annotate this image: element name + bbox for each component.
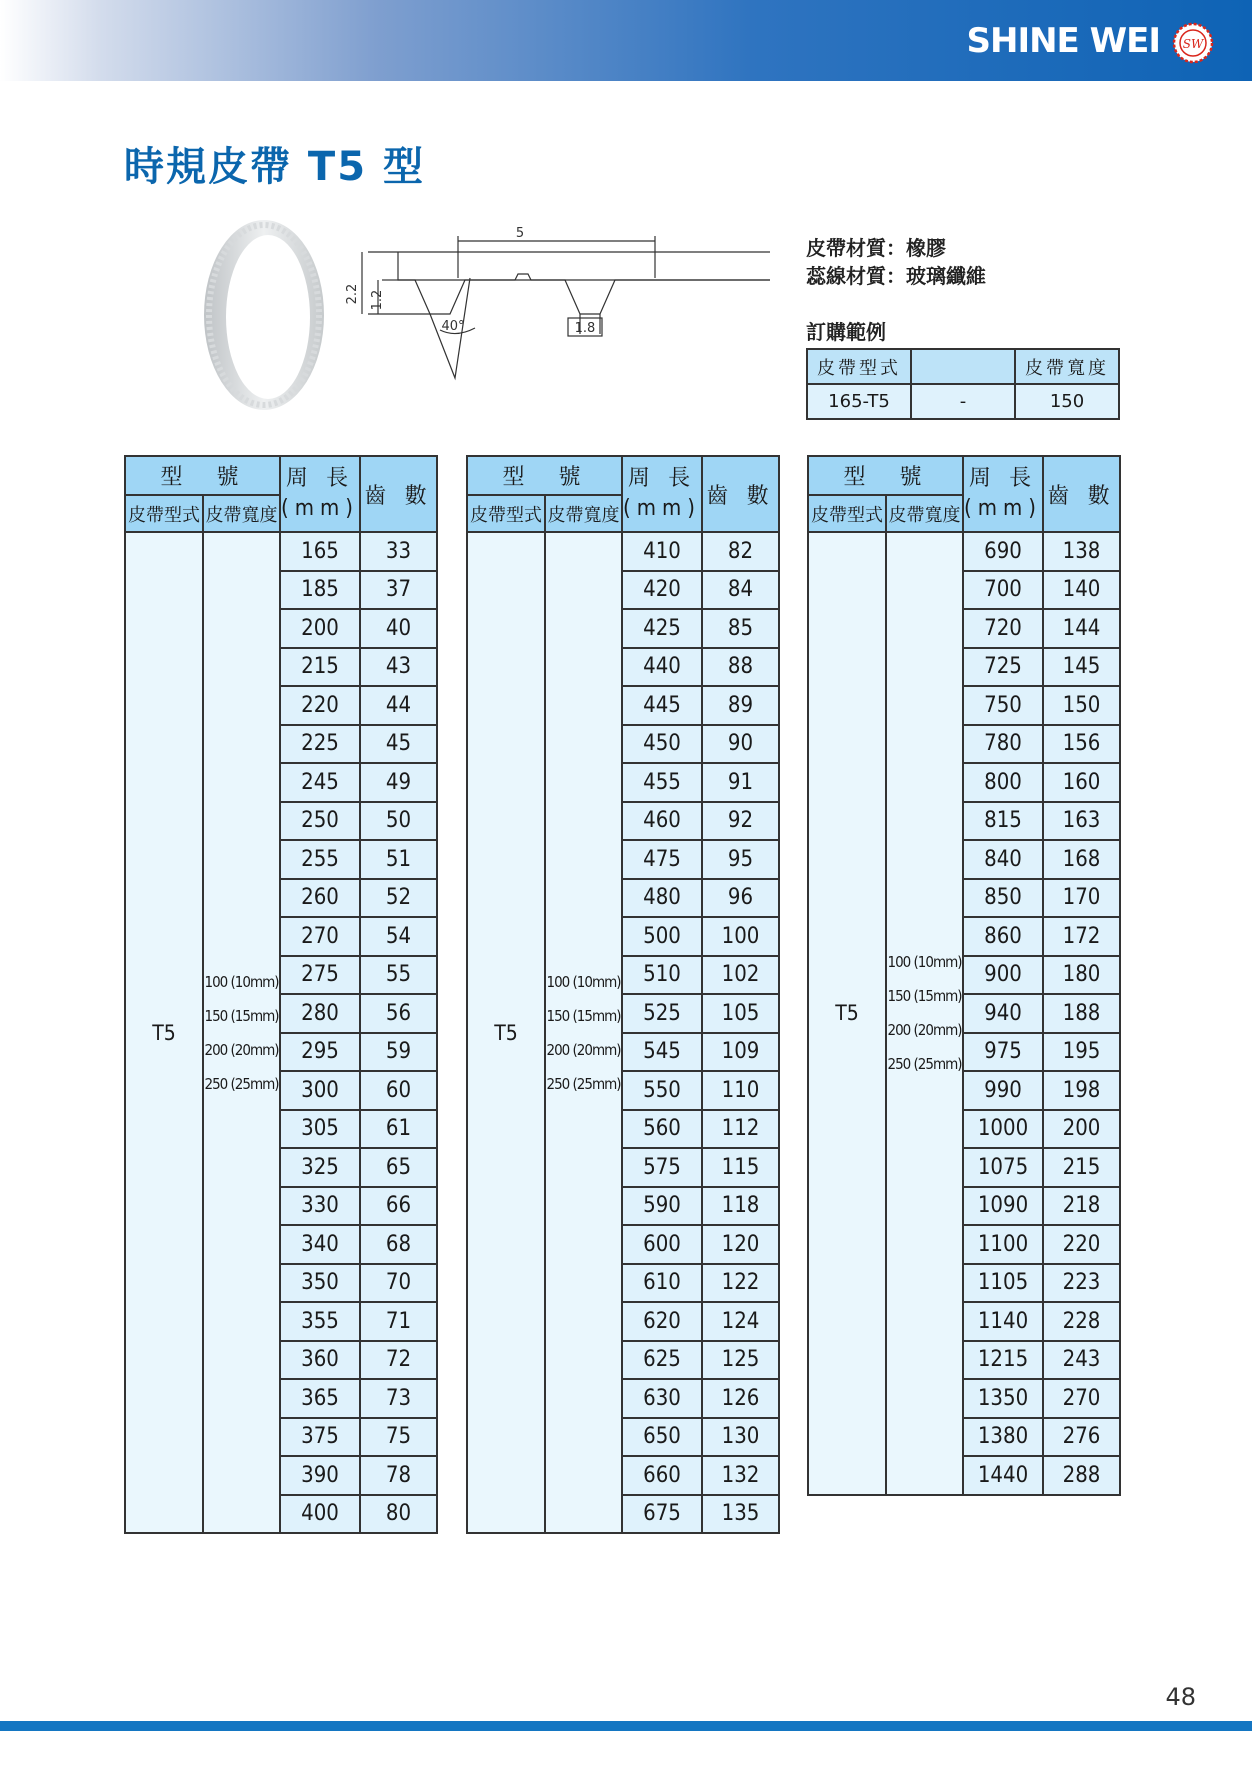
width-header: 皮帶寬度 — [203, 495, 280, 532]
length-cell: 480 — [622, 879, 702, 918]
teeth-cell: 84 — [702, 571, 779, 610]
spec-table-1 — [124, 455, 438, 1534]
length-cell: 295 — [280, 1033, 360, 1072]
belt-width-cell — [545, 532, 622, 1533]
length-cell: 780 — [963, 725, 1043, 764]
length-cell: 575 — [622, 1148, 702, 1187]
length-cell: 600 — [622, 1225, 702, 1264]
table-row — [125, 532, 437, 571]
length-cell: 625 — [622, 1341, 702, 1380]
teeth-cell: 65 — [360, 1148, 437, 1187]
teeth-cell: 33 — [360, 532, 437, 571]
brand-name: SHINE WEI — [966, 21, 1160, 61]
length-cell: 660 — [622, 1456, 702, 1495]
teeth-cell: 59 — [360, 1033, 437, 1072]
length-cell: 445 — [622, 686, 702, 725]
width-option: 200 (20mm) — [546, 1040, 621, 1059]
order-example-table — [806, 348, 1120, 420]
length-cell: 720 — [963, 609, 1043, 648]
width-option: 250 (25mm) — [204, 1074, 279, 1093]
length-cell: 1000 — [963, 1110, 1043, 1149]
width-option: 200 (20mm) — [204, 1040, 279, 1059]
length-cell: 220 — [280, 686, 360, 725]
width-option: 150 (15mm) — [204, 1006, 279, 1025]
teeth-cell: 130 — [702, 1418, 779, 1457]
length-cell: 1105 — [963, 1264, 1043, 1303]
teeth-cell: 55 — [360, 956, 437, 995]
order-value-type: 165-T5 — [807, 384, 911, 419]
length-cell: 675 — [622, 1495, 702, 1534]
teeth-cell: 215 — [1043, 1148, 1120, 1187]
length-cell: 200 — [280, 609, 360, 648]
length-cell: 510 — [622, 956, 702, 995]
width-option: 100 (10mm) — [546, 972, 621, 991]
teeth-cell: 82 — [702, 532, 779, 571]
belt-photo — [196, 215, 332, 415]
length-cell: 610 — [622, 1264, 702, 1303]
teeth-cell: 100 — [702, 917, 779, 956]
teeth-cell: 170 — [1043, 879, 1120, 918]
length-cell: 590 — [622, 1187, 702, 1226]
length-cell: 275 — [280, 956, 360, 995]
teeth-cell: 135 — [702, 1495, 779, 1534]
teeth-cell: 198 — [1043, 1071, 1120, 1110]
teeth-cell: 112 — [702, 1110, 779, 1149]
spec-table-3 — [807, 455, 1121, 1496]
teeth-cell: 288 — [1043, 1456, 1120, 1495]
length-cell: 215 — [280, 648, 360, 687]
teeth-cell: 61 — [360, 1110, 437, 1149]
length-cell: 305 — [280, 1110, 360, 1149]
length-cell: 690 — [963, 532, 1043, 571]
type-header: 皮帶型式 — [125, 495, 203, 532]
teeth-cell: 37 — [360, 571, 437, 610]
length-cell: 1100 — [963, 1225, 1043, 1264]
teeth-cell: 89 — [702, 686, 779, 725]
length-header-unit: (mm) — [281, 496, 360, 521]
length-cell: 255 — [280, 840, 360, 879]
width-option: 100 (10mm) — [887, 953, 962, 972]
tooth-profile-diagram — [345, 226, 770, 418]
material-info — [806, 234, 986, 290]
belt-type-cell: T5 — [808, 532, 886, 1495]
length-cell: 940 — [963, 994, 1043, 1033]
teeth-cell: 68 — [360, 1225, 437, 1264]
model-header: 型 號 — [808, 456, 963, 495]
tooth-width-label: 1.8 — [574, 321, 596, 336]
teeth-cell: 220 — [1043, 1225, 1120, 1264]
length-cell: 410 — [622, 532, 702, 571]
teeth-cell: 195 — [1043, 1033, 1120, 1072]
teeth-cell: 92 — [702, 802, 779, 841]
teeth-cell: 40 — [360, 609, 437, 648]
teeth-cell: 105 — [702, 994, 779, 1033]
teeth-cell: 200 — [1043, 1110, 1120, 1149]
teeth-cell: 110 — [702, 1071, 779, 1110]
length-cell: 500 — [622, 917, 702, 956]
cord-material: 蕊線材質：玻璃纖維 — [806, 264, 986, 288]
length-cell: 355 — [280, 1302, 360, 1341]
teeth-cell: 71 — [360, 1302, 437, 1341]
length-cell: 860 — [963, 917, 1043, 956]
width-option: 250 (25mm) — [546, 1074, 621, 1093]
length-cell: 1090 — [963, 1187, 1043, 1226]
length-cell: 440 — [622, 648, 702, 687]
length-cell: 330 — [280, 1187, 360, 1226]
length-cell: 425 — [622, 609, 702, 648]
width-option: 100 (10mm) — [204, 972, 279, 991]
teeth-cell: 172 — [1043, 917, 1120, 956]
length-cell: 455 — [622, 763, 702, 802]
length-header-label: 周 長 — [627, 466, 697, 491]
width-header: 皮帶寬度 — [886, 495, 963, 532]
spec-table-2 — [466, 455, 780, 1534]
length-cell: 700 — [963, 571, 1043, 610]
teeth-cell: 276 — [1043, 1418, 1120, 1457]
length-cell: 525 — [622, 994, 702, 1033]
length-cell: 1215 — [963, 1341, 1043, 1380]
brand-logo-text: SW — [1182, 37, 1204, 51]
teeth-cell: 50 — [360, 802, 437, 841]
type-header: 皮帶型式 — [808, 495, 886, 532]
length-header-unit: (mm) — [623, 496, 702, 521]
teeth-cell: 66 — [360, 1187, 437, 1226]
teeth-header: 齒 數 — [702, 456, 779, 532]
length-cell: 250 — [280, 802, 360, 841]
model-header: 型 號 — [125, 456, 280, 495]
length-cell: 545 — [622, 1033, 702, 1072]
teeth-cell: 156 — [1043, 725, 1120, 764]
table-row — [808, 532, 1120, 571]
order-value-width: 150 — [1015, 384, 1119, 419]
length-header — [963, 456, 1043, 532]
order-example-title: 訂購範例 — [806, 320, 886, 344]
length-cell: 475 — [622, 840, 702, 879]
teeth-cell: 56 — [360, 994, 437, 1033]
length-cell: 620 — [622, 1302, 702, 1341]
teeth-cell: 140 — [1043, 571, 1120, 610]
teeth-cell: 145 — [1043, 648, 1120, 687]
length-cell: 340 — [280, 1225, 360, 1264]
teeth-cell: 44 — [360, 686, 437, 725]
teeth-cell: 96 — [702, 879, 779, 918]
teeth-cell: 270 — [1043, 1379, 1120, 1418]
width-option: 200 (20mm) — [887, 1021, 962, 1040]
width-option: 150 (15mm) — [887, 987, 962, 1006]
length-header — [280, 456, 360, 532]
length-cell: 840 — [963, 840, 1043, 879]
length-cell: 460 — [622, 802, 702, 841]
teeth-cell: 88 — [702, 648, 779, 687]
teeth-cell: 115 — [702, 1148, 779, 1187]
teeth-cell: 51 — [360, 840, 437, 879]
length-cell: 750 — [963, 686, 1043, 725]
teeth-cell: 243 — [1043, 1341, 1120, 1380]
teeth-cell: 80 — [360, 1495, 437, 1534]
length-cell: 975 — [963, 1033, 1043, 1072]
teeth-cell: 218 — [1043, 1187, 1120, 1226]
length-cell: 630 — [622, 1379, 702, 1418]
length-header-label: 周 長 — [285, 466, 355, 491]
teeth-cell: 109 — [702, 1033, 779, 1072]
length-cell: 420 — [622, 571, 702, 610]
length-cell: 1350 — [963, 1379, 1043, 1418]
tooth-height-label: 1.2 — [370, 289, 385, 311]
teeth-cell: 102 — [702, 956, 779, 995]
length-cell: 270 — [280, 917, 360, 956]
order-header-blank — [911, 349, 1015, 384]
length-cell: 550 — [622, 1071, 702, 1110]
teeth-cell: 95 — [702, 840, 779, 879]
length-cell: 400 — [280, 1495, 360, 1534]
width-option: 250 (25mm) — [887, 1055, 962, 1074]
length-cell: 325 — [280, 1148, 360, 1187]
teeth-cell: 144 — [1043, 609, 1120, 648]
brand-wordmark — [967, 18, 1161, 64]
order-header-type: 皮帶型式 — [807, 349, 911, 384]
length-cell: 560 — [622, 1110, 702, 1149]
teeth-cell: 49 — [360, 763, 437, 802]
length-cell: 800 — [963, 763, 1043, 802]
length-cell: 245 — [280, 763, 360, 802]
length-cell: 850 — [963, 879, 1043, 918]
length-cell: 350 — [280, 1264, 360, 1303]
page-title: 時規皮帶 T5 型 — [124, 144, 425, 190]
teeth-header: 齒 數 — [1043, 456, 1120, 532]
teeth-cell: 70 — [360, 1264, 437, 1303]
belt-material: 皮帶材質：橡膠 — [806, 236, 946, 260]
length-cell: 165 — [280, 532, 360, 571]
order-header-width: 皮帶寬度 — [1015, 349, 1119, 384]
teeth-cell: 160 — [1043, 763, 1120, 802]
length-cell: 1440 — [963, 1456, 1043, 1495]
length-cell: 1140 — [963, 1302, 1043, 1341]
teeth-cell: 60 — [360, 1071, 437, 1110]
teeth-cell: 85 — [702, 609, 779, 648]
teeth-cell: 52 — [360, 879, 437, 918]
teeth-cell: 90 — [702, 725, 779, 764]
length-cell: 1075 — [963, 1148, 1043, 1187]
length-cell: 260 — [280, 879, 360, 918]
angle-label: 40° — [441, 319, 465, 334]
teeth-cell: 163 — [1043, 802, 1120, 841]
teeth-cell: 168 — [1043, 840, 1120, 879]
teeth-cell: 228 — [1043, 1302, 1120, 1341]
length-cell: 365 — [280, 1379, 360, 1418]
teeth-cell: 91 — [702, 763, 779, 802]
teeth-cell: 54 — [360, 917, 437, 956]
length-header-label: 周 長 — [968, 466, 1038, 491]
teeth-cell: 125 — [702, 1341, 779, 1380]
belt-width-cell — [203, 532, 280, 1533]
teeth-cell: 43 — [360, 648, 437, 687]
brand-logo-icon — [1172, 22, 1214, 64]
length-cell: 185 — [280, 571, 360, 610]
teeth-cell: 72 — [360, 1341, 437, 1380]
footer-band — [0, 1721, 1252, 1731]
length-cell: 650 — [622, 1418, 702, 1457]
teeth-cell: 138 — [1043, 532, 1120, 571]
teeth-cell: 132 — [702, 1456, 779, 1495]
teeth-cell: 75 — [360, 1418, 437, 1457]
teeth-cell: 126 — [702, 1379, 779, 1418]
belt-width-cell — [886, 532, 963, 1495]
length-cell: 725 — [963, 648, 1043, 687]
teeth-cell: 122 — [702, 1264, 779, 1303]
length-cell: 300 — [280, 1071, 360, 1110]
length-cell: 450 — [622, 725, 702, 764]
teeth-cell: 180 — [1043, 956, 1120, 995]
model-header: 型 號 — [467, 456, 622, 495]
teeth-cell: 73 — [360, 1379, 437, 1418]
teeth-cell: 223 — [1043, 1264, 1120, 1303]
length-cell: 990 — [963, 1071, 1043, 1110]
belt-type-cell: T5 — [125, 532, 203, 1533]
type-header: 皮帶型式 — [467, 495, 545, 532]
height-total-label: 2.2 — [345, 283, 360, 305]
length-cell: 815 — [963, 802, 1043, 841]
length-header — [622, 456, 702, 532]
table-row — [467, 532, 779, 571]
length-cell: 1380 — [963, 1418, 1043, 1457]
teeth-cell: 150 — [1043, 686, 1120, 725]
length-cell: 225 — [280, 725, 360, 764]
length-cell: 375 — [280, 1418, 360, 1457]
belt-type-cell: T5 — [467, 532, 545, 1533]
teeth-cell: 124 — [702, 1302, 779, 1341]
page-number: 48 — [1165, 1683, 1196, 1711]
length-cell: 900 — [963, 956, 1043, 995]
teeth-cell: 45 — [360, 725, 437, 764]
pitch-label: 5 — [515, 226, 525, 241]
order-value-separator: - — [911, 384, 1015, 419]
length-header-unit: (mm) — [964, 496, 1043, 521]
width-option: 150 (15mm) — [546, 1006, 621, 1025]
width-header: 皮帶寬度 — [545, 495, 622, 532]
teeth-cell: 78 — [360, 1456, 437, 1495]
length-cell: 280 — [280, 994, 360, 1033]
teeth-cell: 188 — [1043, 994, 1120, 1033]
teeth-cell: 120 — [702, 1225, 779, 1264]
length-cell: 390 — [280, 1456, 360, 1495]
length-cell: 360 — [280, 1341, 360, 1380]
teeth-header: 齒 數 — [360, 456, 437, 532]
teeth-cell: 118 — [702, 1187, 779, 1226]
